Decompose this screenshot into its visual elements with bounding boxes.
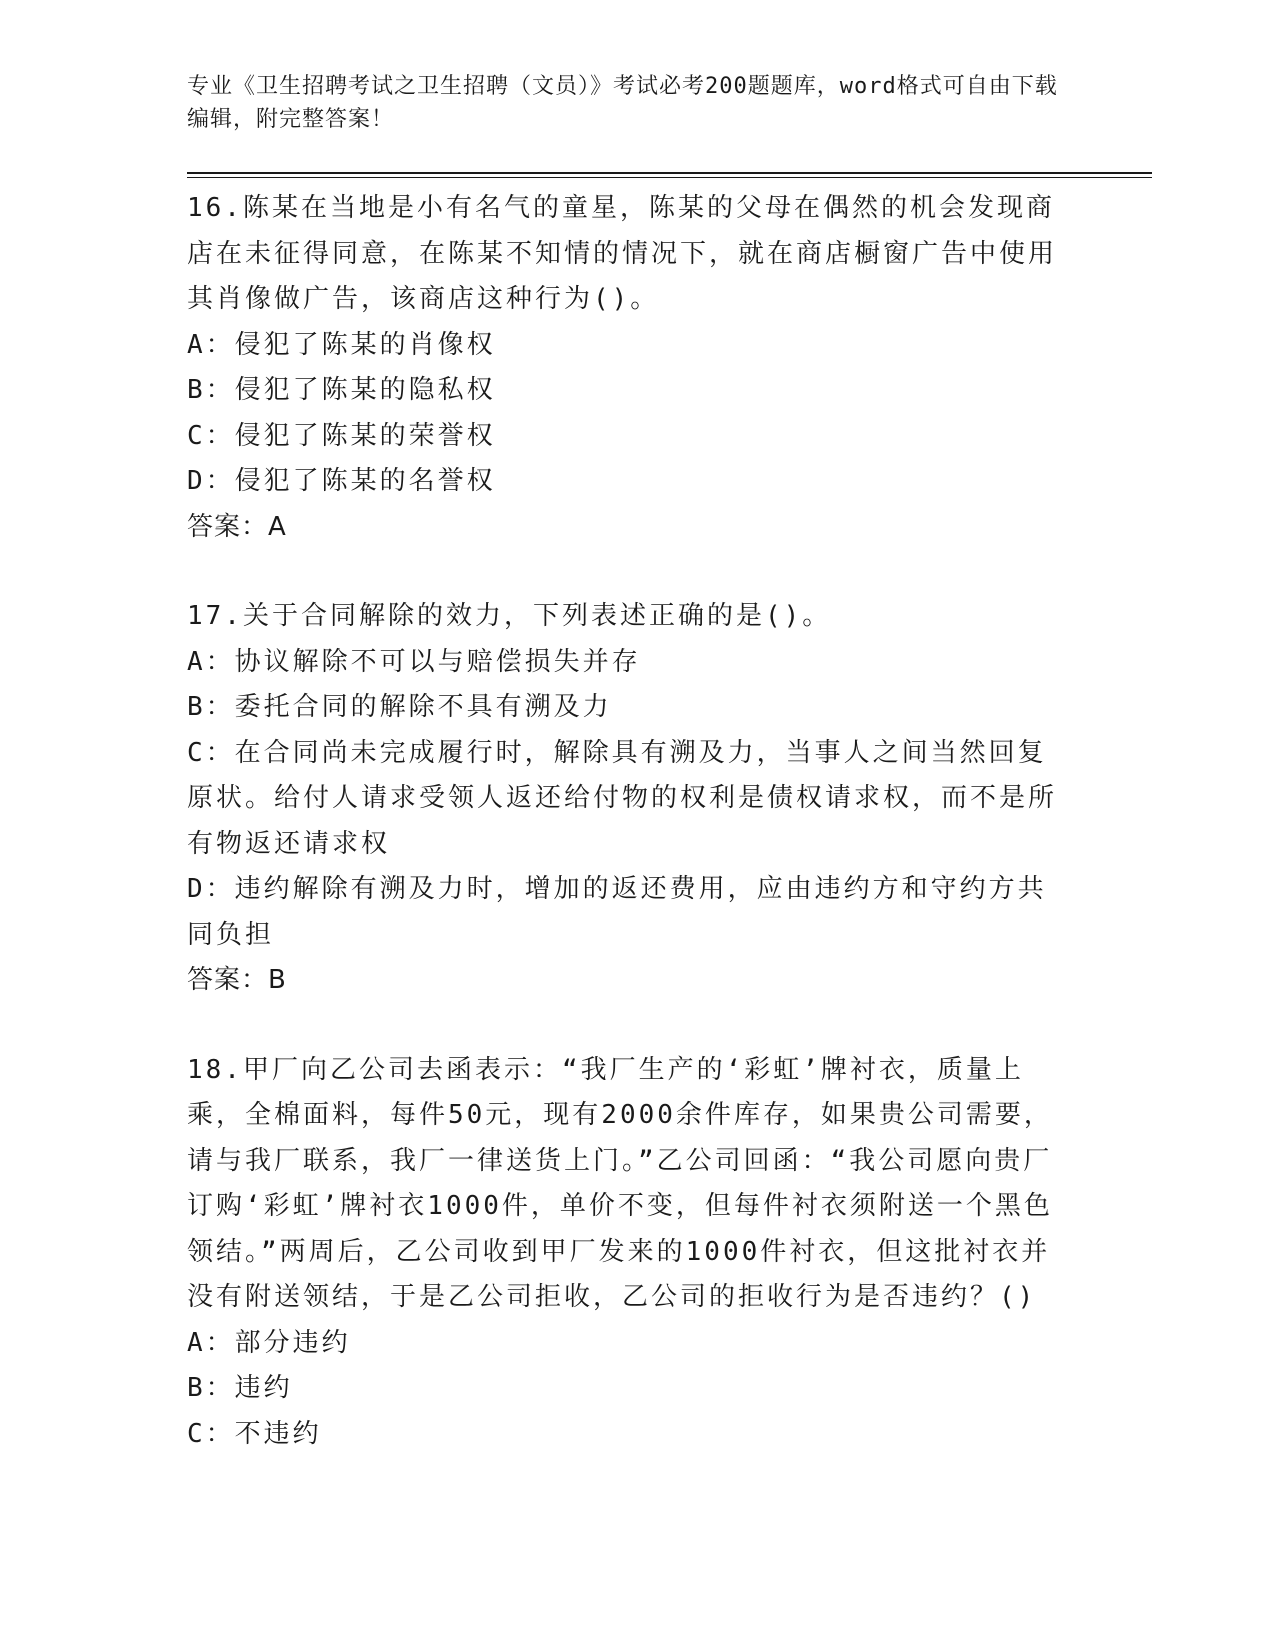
option-a: A：侵犯了陈某的肖像权: [187, 329, 496, 360]
answer-line: 答案：A: [187, 511, 287, 542]
header-divider: [187, 172, 1152, 178]
option-c: C：不违约: [187, 1418, 322, 1449]
option-a: A：协议解除不可以与赔偿损失并存: [187, 646, 641, 677]
document-header: 专业《卫生招聘考试之卫生招聘（文员）》考试必考200题题库，word格式可自由下载编辑，附完整答案！: [187, 74, 1058, 132]
option-b: B：委托合同的解除不具有溯及力: [187, 692, 612, 722]
question-list: [187, 186, 1067, 1457]
option-a: A：部分违约: [187, 1327, 351, 1358]
option-b: B：侵犯了陈某的隐私权: [187, 375, 496, 405]
document-page: [187, 70, 1152, 1501]
answer-line: 答案：B: [187, 965, 287, 995]
option-b: B：违约: [187, 1373, 293, 1403]
question-18: [187, 1048, 1067, 1458]
question-stem: 17.关于合同解除的效力，下列表述正确的是()。: [187, 601, 832, 631]
option-d: D：侵犯了陈某的名誉权: [187, 466, 496, 496]
question-stem: 16.陈某在当地是小有名气的童星，陈某的父母在偶然的机会发现商店在未征得同意，在陈某不知情的情况下，就在商店橱窗广告中使用其肖像做广告，该商店这种行为()。: [187, 193, 1058, 314]
option-d: D：违约解除有溯及力时，增加的返还费用，应由违约方和守约方共同负担: [187, 874, 1047, 950]
question-17: [187, 594, 1067, 1004]
question-stem: 18.甲厂向乙公司去函表示：“我厂生产的‘彩虹’牌衬衣，质量上乘，全棉面料，每件50元，现有2000余件库存，如果贵公司需要，请与我厂联系，我厂一律送货上门。”乙公司回函：“我公司愿向贵厂订购‘彩虹’牌衬衣1000件，单价不变，但每件衬衣须附送一个黑色领结。”两周后，乙公司收到甲厂发来的1000件衬衣，但这批衬衣并没有附送领结，于是乙公司拒收，乙公司的拒收行为是否违约？(): [187, 1054, 1053, 1312]
option-c: C：在合同尚未完成履行时，解除具有溯及力，当事人之间当然回复原状。给付人请求受领人返还给付物的权利是债权请求权，而不是所有物返还请求权: [187, 737, 1058, 859]
question-16: [187, 186, 1067, 550]
option-c: C：侵犯了陈某的荣誉权: [187, 420, 496, 451]
